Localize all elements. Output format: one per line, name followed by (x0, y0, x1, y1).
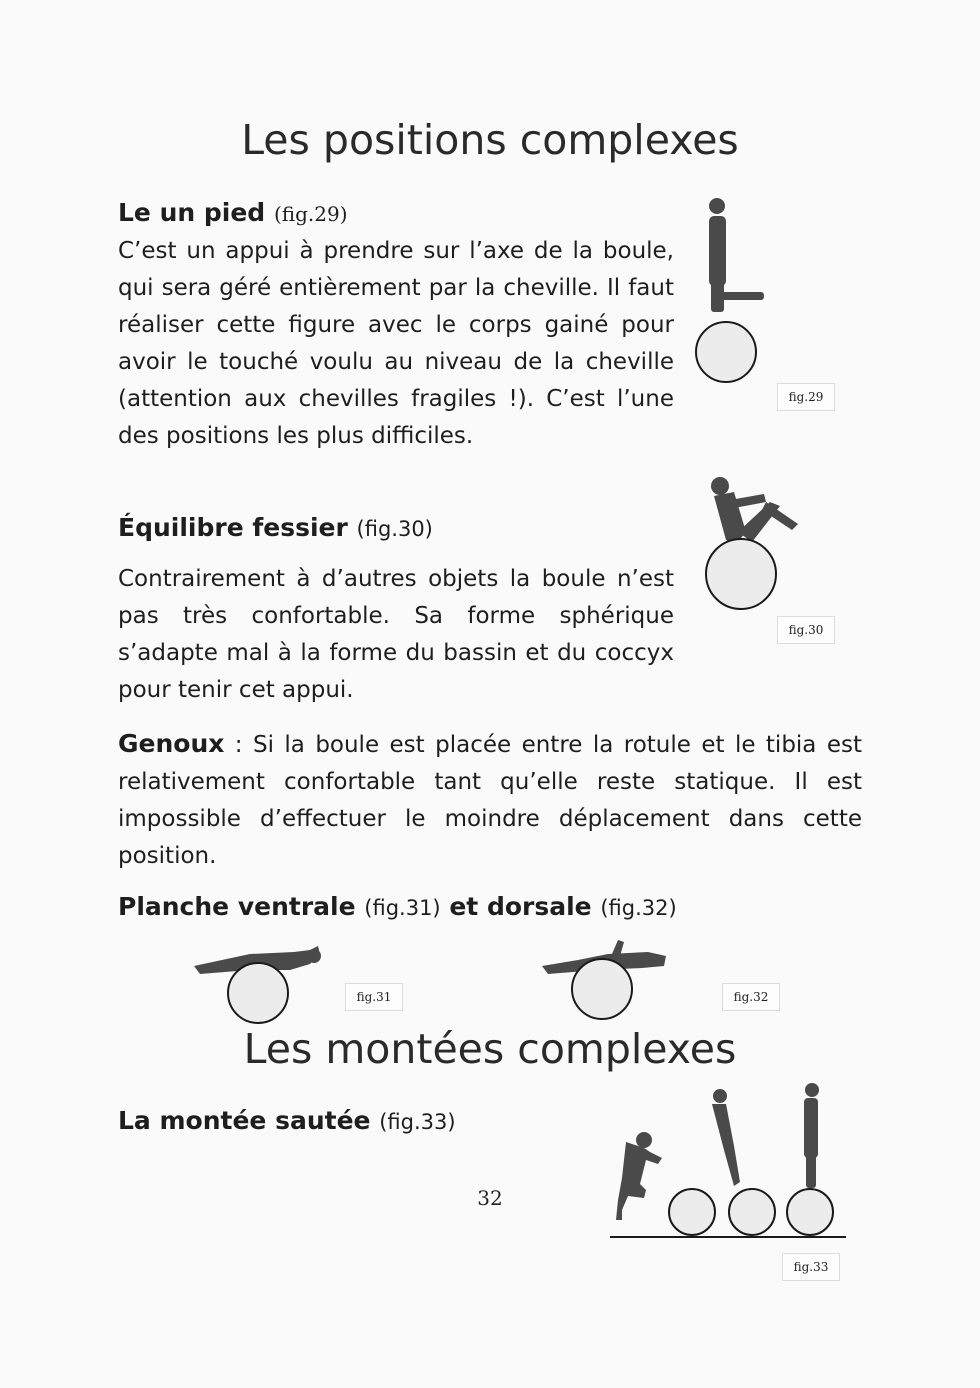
fig32-ball (572, 959, 632, 1019)
heading-un-pied-ref: (fig.29) (273, 202, 348, 226)
fig33-ball-3 (787, 1189, 833, 1235)
section-title-positions: Les positions complexes (241, 116, 739, 164)
fig33-figure-standing (804, 1083, 819, 1188)
heading-planche-ref-a: (fig.31) (364, 896, 441, 920)
fig32-illustration (538, 936, 678, 1026)
heading-planche (118, 890, 677, 925)
fig29-figure-silhouette (709, 198, 764, 312)
fig33-ball-1 (669, 1189, 715, 1235)
fig30-illustration (700, 472, 810, 612)
paragraph-equilibre-fessier: Contrairement à d’autres objets la boule n’est pas très confortable. Sa forme sphérique s’adapte mal à la forme du bassin et du coccyx pour tenir cet appui. (118, 566, 674, 703)
heading-planche-ventrale: Planche ventrale (118, 892, 356, 921)
heading-equilibre-fessier (118, 511, 433, 546)
fig30-figure-silhouette (711, 477, 798, 544)
heading-montee-label: La montée sautée (118, 1106, 371, 1135)
fig33-label: fig.33 (782, 1253, 840, 1281)
fig30-ball (706, 539, 776, 609)
fig33-ball-2 (729, 1189, 775, 1235)
page-number: 32 (477, 1186, 503, 1210)
heading-planche-ref-b: (fig.32) (600, 896, 677, 920)
fig33-figure-jump-start (616, 1132, 662, 1220)
fig29-illustration (690, 196, 770, 386)
fig29-ball (696, 322, 756, 382)
heading-un-pied-label: Le un pied (118, 198, 266, 227)
heading-montee-sautee (118, 1104, 456, 1139)
fig31-label: fig.31 (345, 983, 403, 1011)
fig29-label: fig.29 (777, 383, 835, 411)
heading-un-pied (118, 196, 348, 231)
genoux-lead: Genoux (118, 729, 225, 758)
fig30-label: fig.30 (777, 616, 835, 644)
heading-equilibre-ref: (fig.30) (356, 517, 433, 541)
section-title-montees: Les montées complexes (243, 1025, 737, 1073)
fig33-figure-jump-mid (712, 1089, 740, 1186)
fig33-illustration (608, 1080, 848, 1245)
genoux-text: : Si la boule est placée entre la rotule et le tibia est relativement confortable tant qu’elle reste statique. Il est impossible d’effectuer le moindre déplacement dans cette position. (118, 732, 862, 869)
heading-planche-dorsale: et dorsale (449, 892, 592, 921)
fig31-illustration (190, 940, 330, 1030)
fig32-label: fig.32 (722, 983, 780, 1011)
paragraph-genoux (118, 725, 862, 875)
fig31-ball (228, 963, 288, 1023)
paragraph-un-pied: C’est un appui à prendre sur l’axe de la boule, qui sera géré entièrement par la cheville. Il faut réaliser cette figure avec le corps gainé pour avoir le touché voulu au niveau de la cheville (attention aux chevilles fragiles !). C’est l’une des positions les plus difficiles. (118, 238, 674, 449)
heading-equilibre-label: Équilibre fessier (118, 513, 348, 542)
heading-montee-ref: (fig.33) (379, 1110, 456, 1134)
